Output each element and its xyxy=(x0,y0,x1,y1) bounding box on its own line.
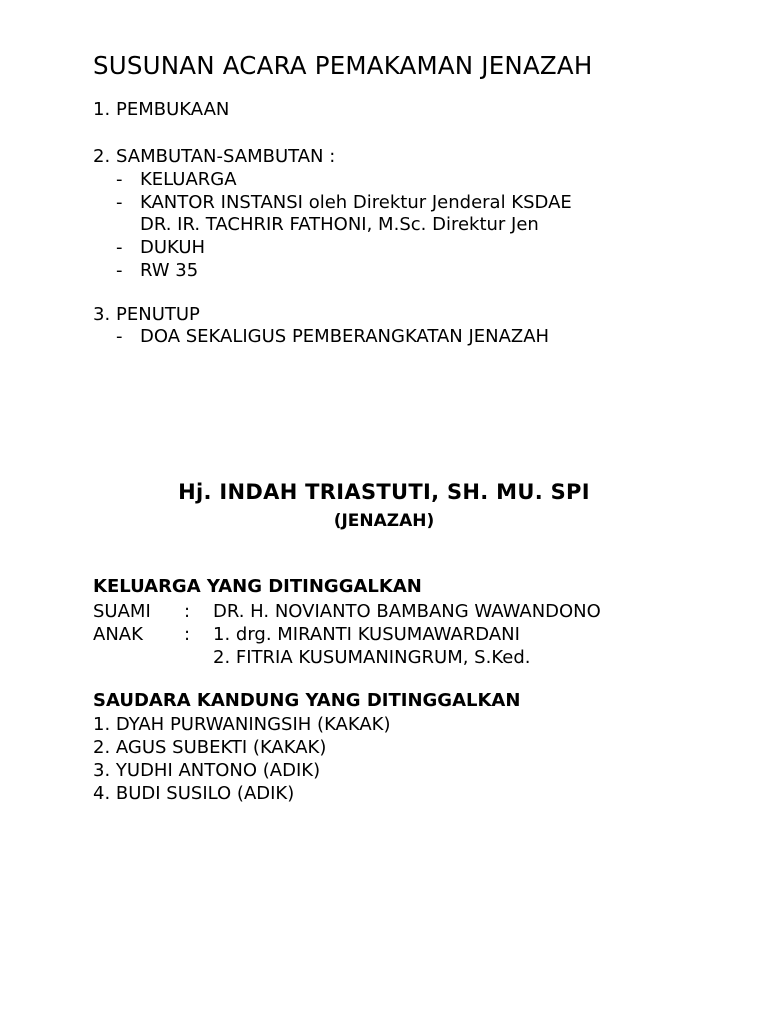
agenda-subitem-label: DR. IR. TACHRIR FATHONI, M.Sc. Direktur Jen xyxy=(140,214,539,235)
bullet-dash: - xyxy=(116,192,123,213)
agenda-item-label: PENUTUP xyxy=(116,304,200,325)
sibling-item: 2. AGUS SUBEKTI (KAKAK) xyxy=(93,737,327,758)
children-colon: : xyxy=(184,624,191,645)
spouse-colon: : xyxy=(184,601,191,622)
sibling-item: 1. DYAH PURWANINGSIH (KAKAK) xyxy=(93,714,391,735)
agenda-subitem-label: KANTOR INSTANSI oleh Direktur Jenderal KSDAE xyxy=(140,192,572,213)
bullet-dash: - xyxy=(116,260,123,281)
family-heading: KELUARGA YANG DITINGGALKAN xyxy=(93,576,422,597)
agenda-item-label: PEMBUKAAN xyxy=(116,99,230,120)
deceased-label: (JENAZAH) xyxy=(333,511,435,531)
agenda-subitem-label: DOA SEKALIGUS PEMBERANGKATAN JENAZAH xyxy=(140,326,550,347)
agenda-item-label: SAMBUTAN-SAMBUTAN : xyxy=(116,146,336,167)
spouse-name: DR. H. NOVIANTO BAMBANG WAWANDONO xyxy=(213,601,601,622)
document-title: SUSUNAN ACARA PEMAKAMAN JENAZAH xyxy=(93,51,593,80)
agenda-subitem-label: DUKUH xyxy=(140,237,206,258)
bullet-dash: - xyxy=(116,326,123,347)
bullet-dash: - xyxy=(116,237,123,258)
child-name: 2. FITRIA KUSUMANINGRUM, S.Ked. xyxy=(213,647,531,668)
spouse-label: SUAMI xyxy=(93,601,151,622)
deceased-name: Hj. INDAH TRIASTUTI, SH. MU. SPI xyxy=(178,480,590,504)
agenda-item-number: 2. xyxy=(93,146,111,167)
siblings-heading: SAUDARA KANDUNG YANG DITINGGALKAN xyxy=(93,690,521,711)
bullet-dash: - xyxy=(116,169,123,190)
children-label: ANAK xyxy=(93,624,143,645)
child-name: 1. drg. MIRANTI KUSUMAWARDANI xyxy=(213,624,520,645)
agenda-item-number: 1. xyxy=(93,99,111,120)
agenda-subitem-label: RW 35 xyxy=(140,260,199,281)
agenda-subitem-label: KELUARGA xyxy=(140,169,237,190)
agenda-item-number: 3. xyxy=(93,304,111,325)
sibling-item: 3. YUDHI ANTONO (ADIK) xyxy=(93,760,321,781)
sibling-item: 4. BUDI SUSILO (ADIK) xyxy=(93,783,295,804)
